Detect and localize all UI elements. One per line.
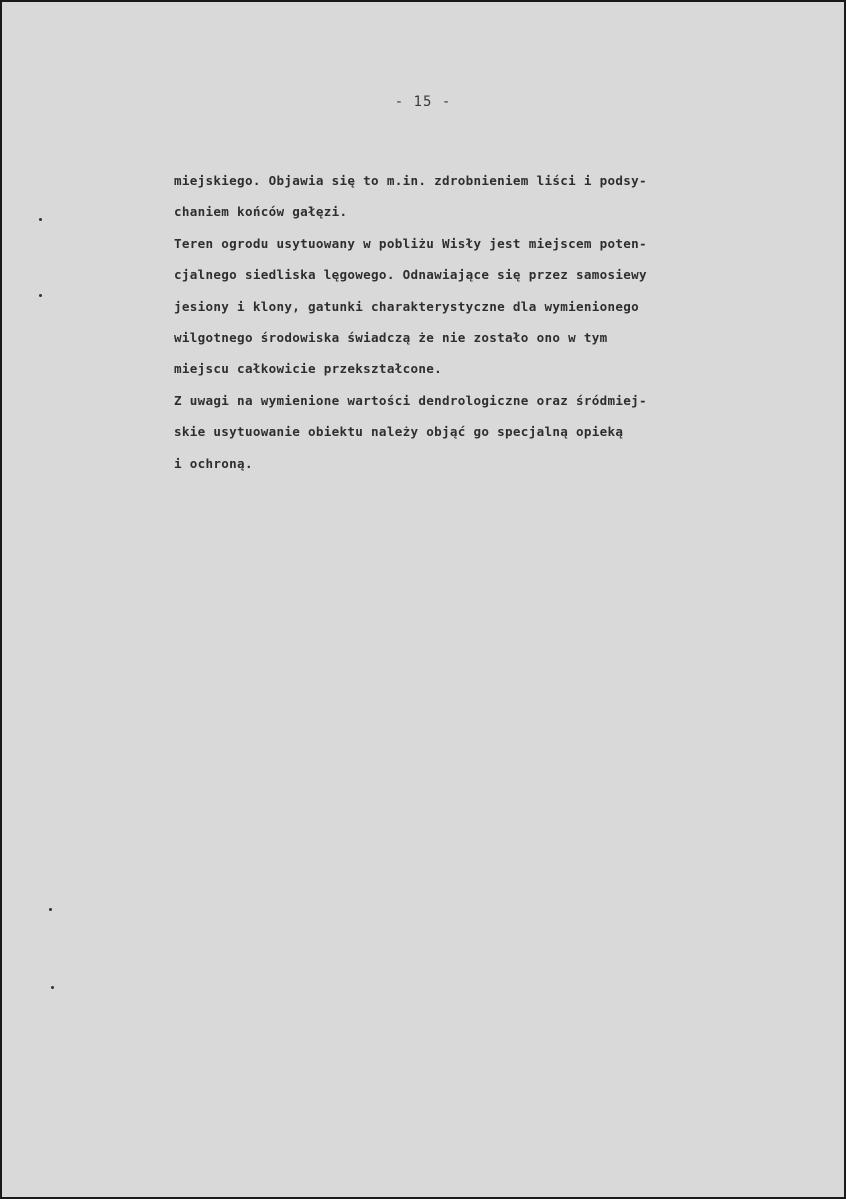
- text-line: miejscu całkowicie przekształcone.: [174, 361, 442, 377]
- text-line: cjalnego siedliska lęgowego. Odnawiające się przez samosiewy: [174, 267, 647, 283]
- text-line: chaniem końców gałęzi.: [174, 204, 348, 220]
- page-number: - 15 -: [394, 94, 452, 110]
- text-line: Z uwagi na wymienione wartości dendrologiczne oraz śródmiej-: [174, 392, 647, 408]
- text-line: wilgotnego środowiska świadczą że nie zostało ono w tym: [174, 330, 608, 346]
- scan-speck: [39, 294, 42, 297]
- text-line: Teren ogrodu usytuowany w pobliżu Wisły jest miejscem poten-: [174, 235, 647, 251]
- text-line: jesiony i klony, gatunki charakterystyczne dla wymienionego: [174, 298, 640, 314]
- body-text: [174, 165, 824, 479]
- text-line: miejskiego. Objawia się to m.in. zdrobnieniem liści i podsy-: [174, 173, 647, 188]
- scan-speck: [49, 908, 52, 911]
- text-line: i ochroną.: [174, 455, 253, 471]
- scan-speck: [51, 986, 54, 989]
- scan-speck: [39, 218, 42, 221]
- text-line: skie usytuowanie obiektu należy objąć go specjalną opieką: [174, 424, 624, 440]
